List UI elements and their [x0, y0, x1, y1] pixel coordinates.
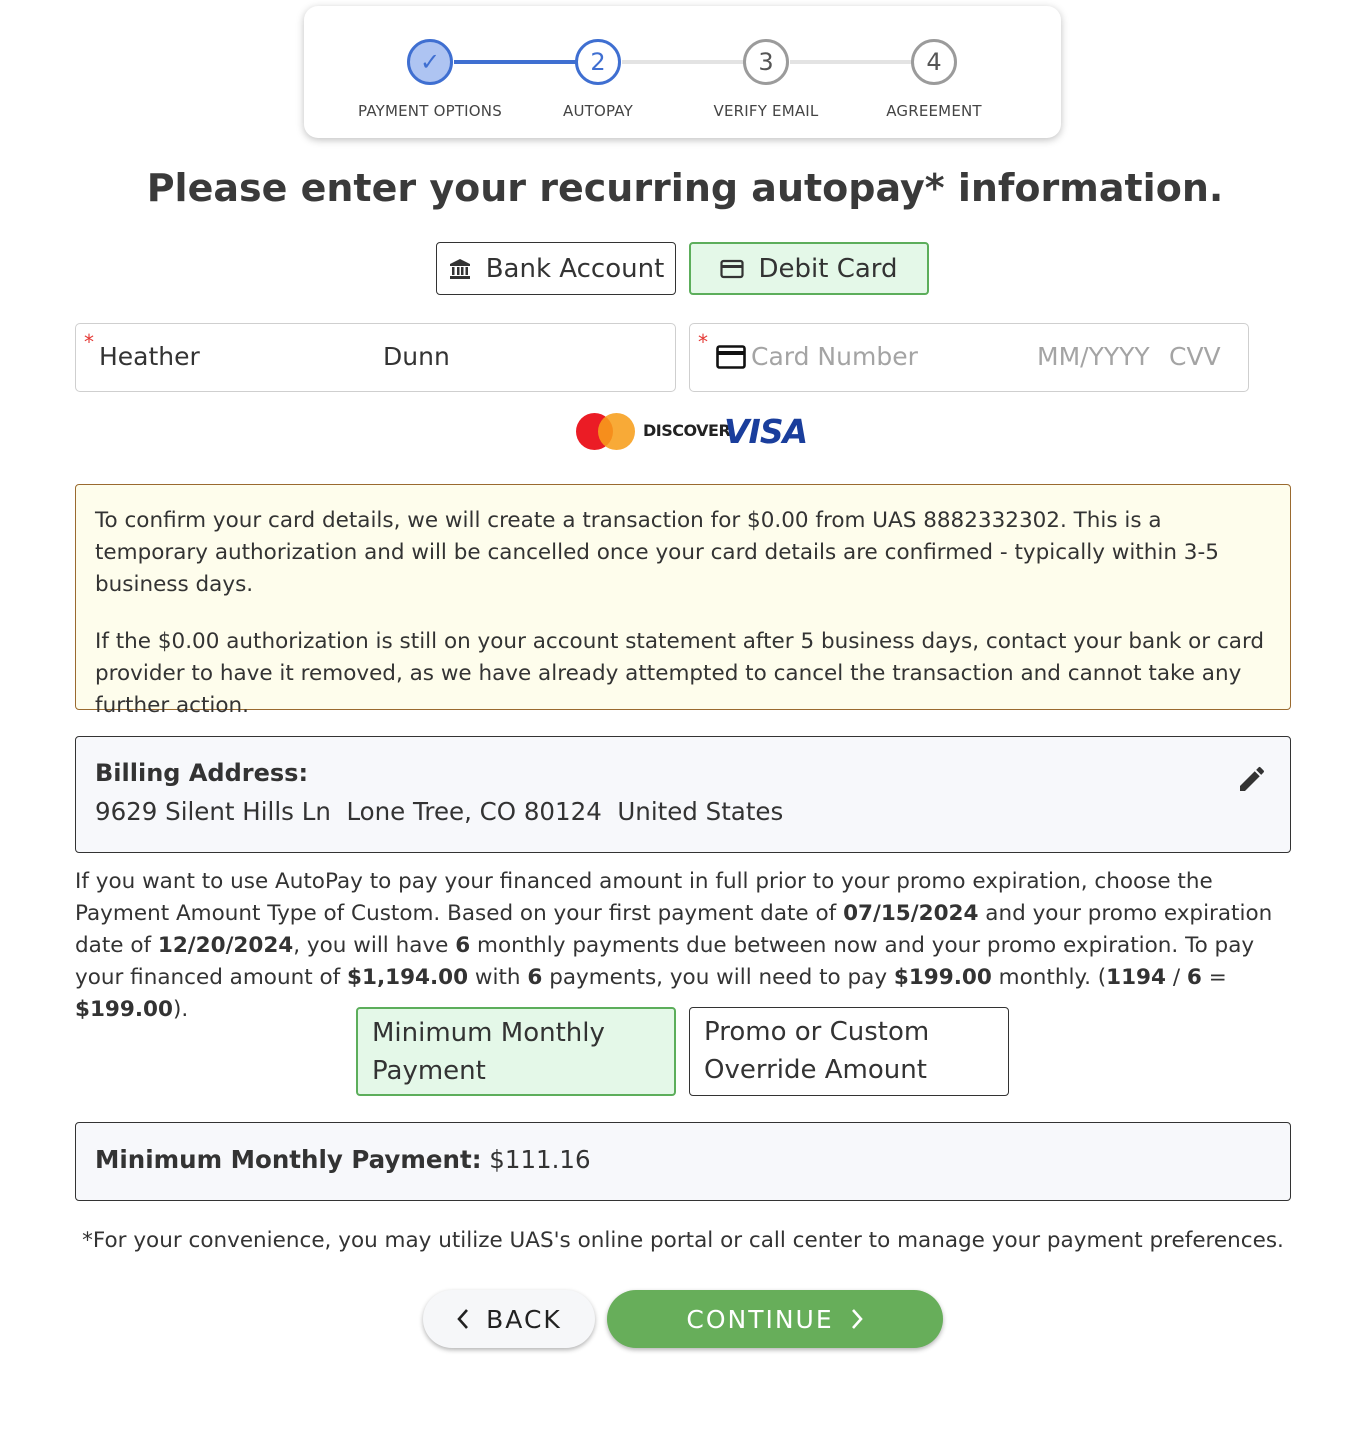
- minimum-payment-label: Minimum Monthly Payment:: [95, 1145, 482, 1174]
- calc-count: 6: [1186, 965, 1202, 990]
- cardholder-name-field[interactable]: [75, 323, 676, 392]
- step-4-circle: 4: [911, 39, 957, 85]
- card-details-field[interactable]: [689, 323, 1249, 392]
- progress-stepper: [304, 6, 1061, 138]
- continue-button[interactable]: [607, 1290, 943, 1348]
- accepted-cards: [576, 412, 806, 452]
- back-button[interactable]: [423, 1290, 595, 1348]
- step-1-check-icon: ✓: [407, 39, 453, 85]
- minimum-monthly-payment-option[interactable]: Minimum Monthly Payment: [356, 1007, 676, 1096]
- continue-label: CONTINUE: [686, 1304, 834, 1334]
- authorization-notice: [75, 484, 1291, 718]
- billing-address-panel: [75, 736, 1291, 853]
- calc-result: $199.00: [75, 997, 173, 1022]
- step-1-label: PAYMENT OPTIONS: [358, 102, 502, 120]
- step-2-circle: 2: [575, 39, 621, 85]
- credit-card-icon: [716, 345, 746, 369]
- first-payment-date: 07/15/2024: [843, 901, 979, 926]
- step-3-label: VERIFY EMAIL: [713, 102, 819, 120]
- custom-override-amount-option[interactable]: Promo or Custom Override Amount: [689, 1007, 1009, 1096]
- last-name-input[interactable]: Dunn: [383, 342, 450, 371]
- back-label: BACK: [486, 1304, 562, 1334]
- notice-paragraph-1: To confirm your card details, we will create a transaction for $0.00 from UAS 8882332302. This is a temporary authorization and will be cancelled once your card details are confirmed - typically within 3-5 business days.: [95, 508, 1219, 597]
- monthly-amount: $199.00: [893, 965, 992, 990]
- page-title: Please enter your recurring autopay* information.: [146, 166, 1224, 210]
- required-asterisk: *: [698, 330, 708, 354]
- visa-logo: VISA: [724, 412, 808, 451]
- step-4-label: AGREEMENT: [886, 102, 982, 120]
- bank-account-label: Bank Account: [485, 253, 665, 284]
- required-asterisk: *: [84, 330, 94, 354]
- bank-account-button[interactable]: [436, 242, 676, 295]
- first-name-input[interactable]: Heather: [99, 342, 200, 371]
- payment-count: 6: [455, 933, 471, 958]
- card-icon: [720, 259, 744, 279]
- bank-icon: [448, 257, 472, 281]
- step-2-label: AUTOPAY: [563, 102, 633, 120]
- financed-amount: $1,194.00: [347, 965, 469, 990]
- card-number-input[interactable]: Card Number: [751, 342, 918, 371]
- payment-count-2: 6: [527, 965, 543, 990]
- debit-card-label: Debit Card: [758, 253, 898, 284]
- chevron-left-icon: [456, 1308, 470, 1330]
- minimum-payment-value: $111.16: [489, 1145, 591, 1174]
- convenience-footnote: *For your convenience, you may utilize UAS's online portal or call center to manage your payment preferences.: [82, 1228, 1284, 1253]
- pencil-edit-icon[interactable]: [1236, 763, 1268, 795]
- debit-card-button[interactable]: [689, 242, 929, 295]
- cvv-input[interactable]: CVV: [1169, 342, 1221, 371]
- step-connector-2: [622, 60, 744, 64]
- billing-address-value: 9629 Silent Hills Ln Lone Tree, CO 80124 United States: [95, 797, 784, 826]
- autopay-info-text: If you want to use AutoPay to pay your financed amount in full prior to your promo expiration, choose the Payment Amount Type of Custom. Based on your first payment date of 07/15/2024 and your promo expiration date of 12/20/2024, you will have 6 monthly payments due between now and your promo expiration. To pay your financed amount of $1,194.00 with 6 payments, you will need to pay $199.00 monthly. (1194 / 6 = $199.00).: [75, 869, 1273, 1022]
- discover-logo: DISCOVER: [643, 421, 731, 440]
- minimum-payment-panel: [75, 1122, 1291, 1201]
- expiry-input[interactable]: MM/YYYY: [1037, 342, 1150, 371]
- step-connector-3: [790, 60, 912, 64]
- step-3-circle: 3: [743, 39, 789, 85]
- promo-expiration-date: 12/20/2024: [157, 933, 294, 958]
- notice-paragraph-2: If the $0.00 authorization is still on your account statement after 5 business days, contact your bank or card provider to have it removed, as we have already attempted to cancel the transaction and cannot take any further action.: [95, 629, 1265, 718]
- mastercard-logo-overlap: [598, 413, 635, 450]
- calc-amount: 1194: [1106, 965, 1166, 990]
- billing-address-label: Billing Address:: [95, 759, 309, 787]
- chevron-right-icon: [850, 1308, 864, 1330]
